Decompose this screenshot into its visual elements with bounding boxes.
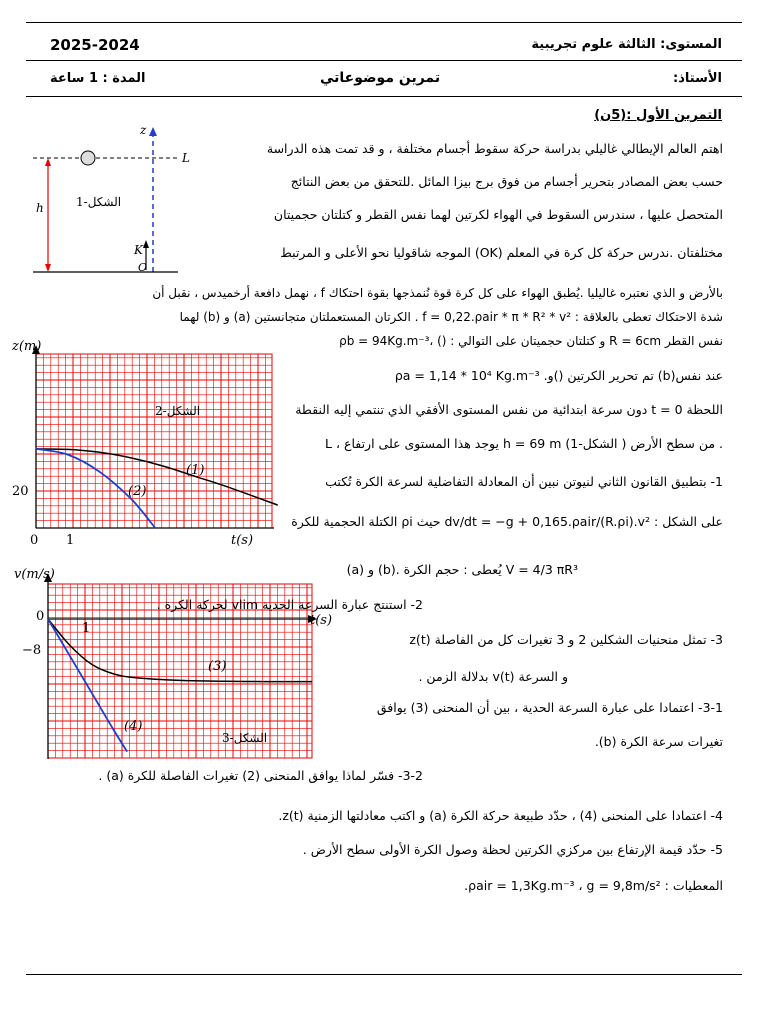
exercise-line: مختلفتان .ندرس حركة كل كرة في المعلم (OK) الموجه شاقوليا نحو الأعلى و المرتبط: [280, 245, 723, 260]
z-axis-arrow-icon: [149, 127, 157, 136]
exercise-line: 5- حدّد قيمة الإرتفاع بين مركزي الكرتين لحظة وصول الكرة الأولى سطح الأرض .: [302, 842, 723, 857]
exercise-title: التمرين الأول :(5ن): [594, 108, 722, 123]
figure-1-label: الشكل-1: [76, 195, 122, 209]
z-label: z: [140, 123, 147, 137]
figure-2-tick-x0: 0: [30, 533, 39, 548]
ball-icon: [81, 151, 95, 165]
teacher-label: الأستاذ:: [673, 71, 722, 86]
duration-label: المدة : 1 ساعة: [50, 71, 146, 86]
curve-3-label: (3): [208, 659, 227, 674]
exercise-line: على الشكل : dv/dt = −g + 0,165.ρair/(R.ρi).v² حيث ρi الكتلة الحجمية للكرة: [291, 514, 723, 529]
K-label: K: [134, 243, 143, 257]
exercise-line: 3-2- فسّر لماذا يوافق المنحنى (2) تغيرات الفاصلة للكرة (a) .: [98, 768, 423, 783]
figure-2-xlabel: t(s): [231, 533, 254, 548]
figure-3-tick-y0: 0: [36, 609, 45, 624]
school-year: 2025-2024: [50, 36, 140, 54]
exercise-line: L ، يوجد هذا المستوى على ارتفاع h = 69 m من سطح الأرض ( الشكل-1) .: [325, 436, 723, 451]
exercise-line: حسب بعض المصادر بتحرير أجسام من فوق برج بيزا المائل .للتحقق من بعض النتائج: [290, 174, 723, 189]
top-rule: [26, 22, 742, 23]
figure-1: [28, 122, 208, 282]
L-label: L: [182, 151, 190, 165]
figure-3: [14, 564, 352, 764]
exercise-line: شدة الاحتكاك تعطى بالعلاقة : f = 0,22.ρair * π * R² * v² . الكرتان المستعملتان متجانستين (a) و (b) لهما: [179, 310, 723, 324]
exercise-line: اهتم العالم الإيطالي غاليلي بدراسة حركة سقوط أجسام مختلفة ، و قد تمت هذه الدراسة: [266, 141, 723, 156]
exercise-line: 4- اعتمادا على المنحنى (4) ، حدّد طبيعة حركة الكرة (a) و اكتب معادلتها الزمنية z(t).: [278, 808, 723, 823]
header-rule-1: [26, 60, 742, 61]
h-label: h: [36, 201, 44, 215]
exercise-line: المتحصل عليها ، سندرس السقوط في الهواء لكرتين لهما نفس القطر و كتلتان حجميتان: [273, 207, 723, 222]
curve-2-label: (2): [128, 484, 147, 499]
curve-4-label: (4): [124, 719, 143, 734]
exercise-line: اللحظة t = 0 دون سرعة ابتدائية من نفس المستوى الأفقي الذي تنتمي إليه النقطة: [295, 402, 723, 417]
exercise-line: تغيرات سرعة الكرة (b).: [594, 734, 723, 749]
figure-2-tick-y: 20: [12, 484, 29, 499]
exercise-line: 3-1- اعتمادا على عبارة السرعة الحدية ، بين أن المنحنى (3) يوافق: [376, 700, 723, 715]
exercise-line: المعطيات : ρair = 1,3Kg.m⁻³ ، g = 9,8m/s².: [464, 878, 723, 893]
exercise-line: 1- بتطبيق القانون الثاني لنيوتن نبين أن المعادلة التفاضلية لسرعة الكرة تُكتب: [325, 474, 723, 489]
bottom-rule: [26, 974, 742, 975]
header-rule-2: [26, 96, 742, 97]
k-vector-arrow-icon: [143, 240, 149, 248]
height-arrow-down-icon: [45, 264, 51, 272]
figure-3-label: الشكل-3: [222, 731, 268, 745]
figure-3-xlabel: t(s): [310, 613, 333, 628]
height-arrow-up-icon: [45, 158, 51, 166]
figure-2-label: الشكل-2: [155, 404, 201, 418]
curve-1-label: (1): [186, 463, 205, 478]
exercise-line: ρa = 1,14 * 10⁴ Kg.m⁻³ .تم تحرير الكرتين ()و (b)عند نفس: [394, 368, 723, 383]
figure-2-ylabel: z(m): [12, 339, 42, 354]
figure-3-ylabel: v(m/s): [14, 567, 55, 582]
document-title: تمرين موضوعاتي: [320, 70, 441, 86]
exercise-line: و السرعة v(t) بدلالة الزمن .: [418, 669, 568, 684]
exercise-line: 2- استنتج عبارة السرعة الحدية vlim لحركة الكرة .: [156, 597, 423, 612]
figure-2-tick-x1: 1: [66, 533, 75, 548]
level-label: المستوى: الثالثة علوم تجريبية: [531, 37, 722, 52]
exercise-line: (a) و (b). يُعطى : حجم الكرة V = 4/3 πR³: [346, 562, 578, 577]
O-label: O: [138, 261, 148, 274]
exercise-line: نفس القطر R = 6cm و كتلتان حجميتان على التوالي : () ،ρb = 94Kg.m⁻³: [339, 334, 723, 348]
exercise-line: 3- تمثل منحنيات الشكلين 2 و 3 تغيرات كل من الفاصلة z(t): [409, 632, 723, 647]
figure-3-tick-y1: −8: [22, 643, 42, 658]
figure-3-tick-x1: 1: [82, 621, 91, 636]
figure-2: [10, 336, 280, 554]
exercise-line: بالأرض و الذي نعتبره غاليليا .يُطبق الهواء على كل كرة قوة نُنمذجها بقوة احتكاك f ، نهمل دافعة أرخميدس ، نقبل أن: [152, 286, 723, 300]
figure-2-grid: [36, 354, 272, 528]
